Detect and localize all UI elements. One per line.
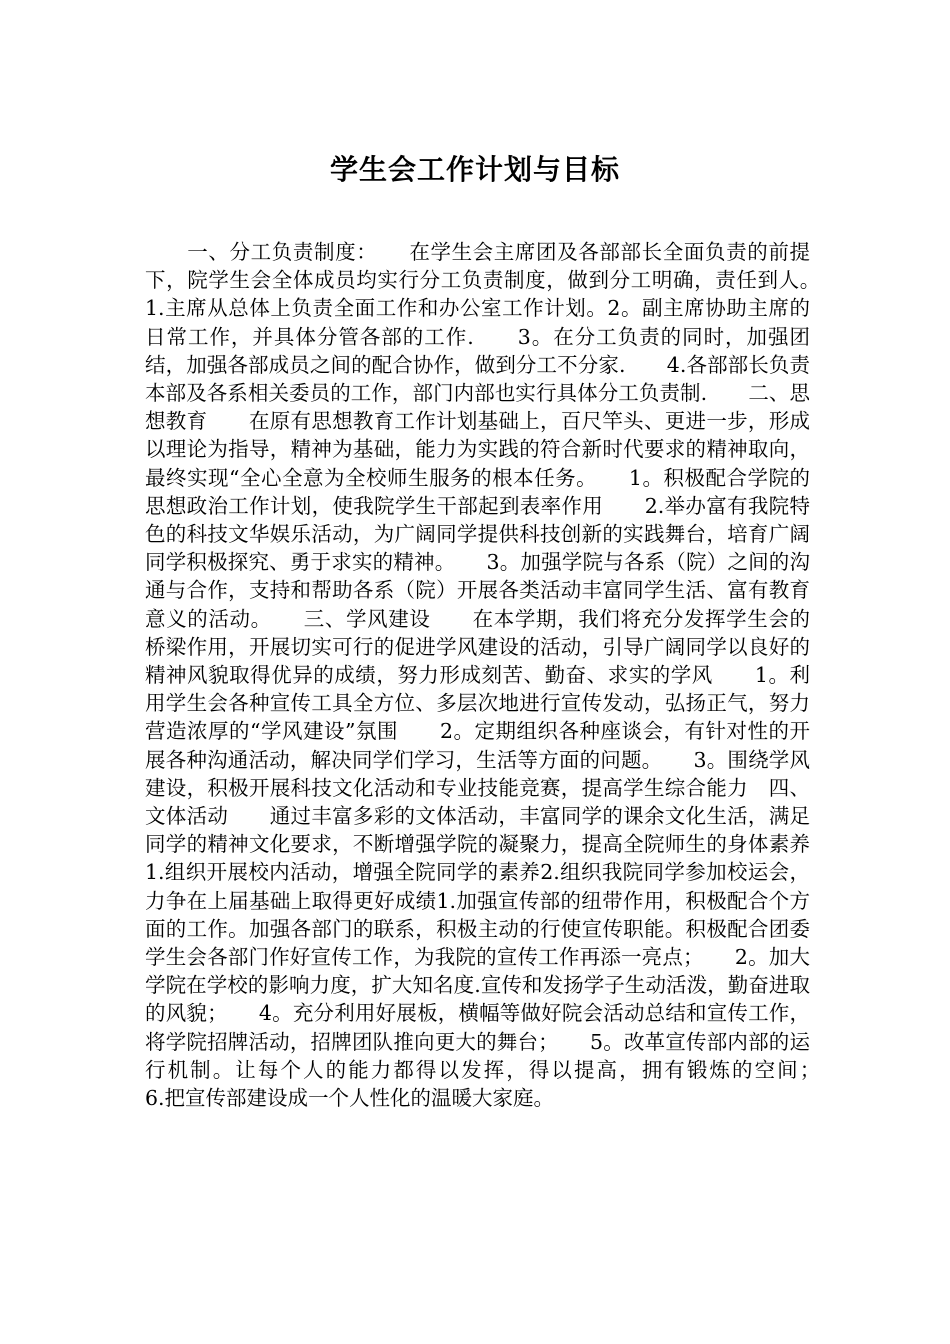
document-body-paragraph: 一、分工负责制度： 在学生会主席团及各部部长全面负责的前提下，院学生会全体成员均实行分工负责制度，做到分工明确，责任到人。 1.主席从总体上负责全面工作和办公室工作计划。2。副主席协助主席的日常工作，并具体分管各部的工作. 3。在分工负责的同时，加强团结，加强各部成员之间的配合协作，做到分工不分家. 4.各部部长负责本部及各系相关委员的工作，部门内部也实行具体分工负责制. 二、思想教育 在原有思想教育工作计划基础上，百尺竿头、更进一步，形成以理论为指导，精神为基础，能力为实践的符合新时代要求的精神取向，最终实现“全心全意为全校师生服务的根本任务。 1。积极配合学院的思想政治工作计划，使我院学生干部起到表率作用 2.举办富有我院特色的科技文华娱乐活动，为广阔同学提供科技创新的实践舞台，培育广阔同学积极探究、勇于求实的精神。 3。加强学院与各系（院）之间的沟通与合作，支持和帮助各系（院）开展各类活动丰富同学生活、富有教育意义的活动。 三、学风建设 在本学期，我们将充分发挥学生会的桥梁作用，开展切实可行的促进学风建设的活动，引导广阔同学以良好的精神风貌取得优异的成绩，努力形成刻苦、勤奋、求实的学风 1。利用学生会各种宣传工具全方位、多层次地进行宣传发动，弘扬正气，努力营造浓厚的“学风建设”氛围 2。定期组织各种座谈会，有针对性的开展各种沟通活动，解决同学们学习，生活等方面的问题。 3。围绕学风建设，积极开展科技文化活动和专业技能竞赛，提高学生综合能力 四、文体活动 通过丰富多彩的文体活动，丰富同学的课余文化生活，满足同学的精神文化要求，不断增强学院的凝聚力，提高全院师生的身体素养 1.组织开展校内活动，增强全院同学的素养2.组织我院同学参加校运会，力争在上届基础上取得更好成绩1.加强宣传部的纽带作用，积极配合个方面的工作。加强各部门的联系，积极主动的行使宣传职能。积极配合团委学生会各部门作好宣传工作，为我院的宣传工作再添一亮点； 2。加大学院在学校的影响力度，扩大知名度.宣传和发扬学子生动活泼，勤奋进取的风貌； 4。充分利用好展板，横幅等做好院会活动总结和宣传工作，将学院招牌活动，招牌团队推向更大的舞台； 5。改革宣传部内部的运行机制。让每个人的能力都得以发挥，得以提高，拥有锻炼的空间； 6.把宣传部建设成一个人性化的温暖大家庭。 xyxy=(145,240,851,1111)
document-title: 学生会工作计划与目标 xyxy=(329,153,620,186)
